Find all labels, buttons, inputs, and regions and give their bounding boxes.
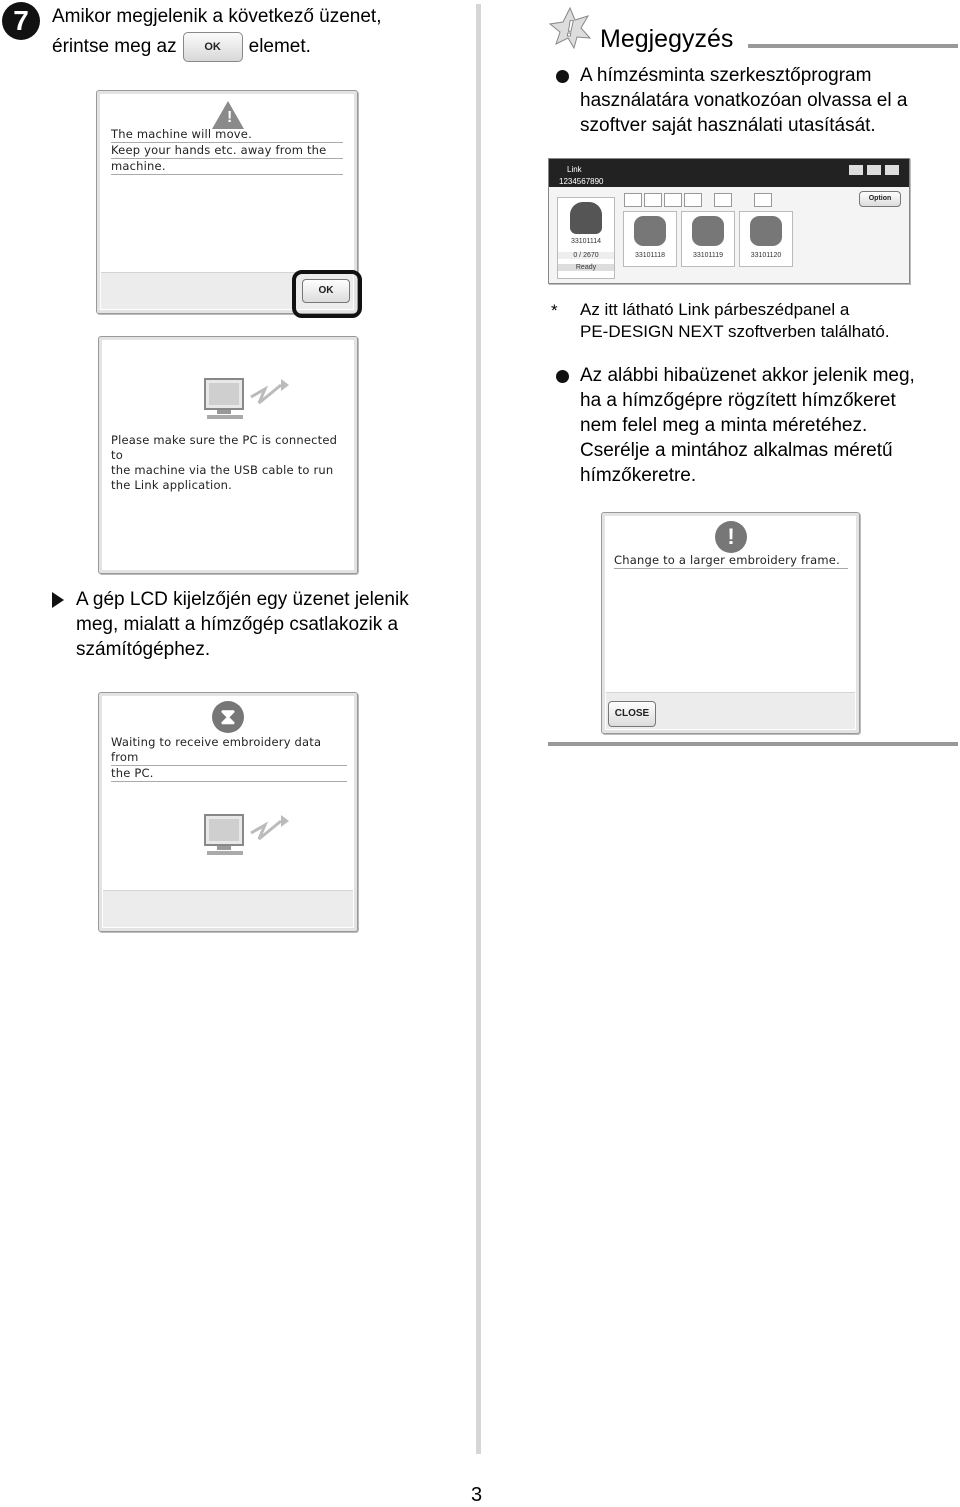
result-line3: számítógéphez. xyxy=(76,639,211,660)
pc-monitor-icon xyxy=(203,377,247,415)
toolbar-icon[interactable] xyxy=(624,193,642,207)
pattern-thumb-label: 33101118 xyxy=(634,252,666,259)
pattern-thumb-label: 33101120 xyxy=(750,252,782,259)
note-bullet1-line1: A hímzésminta szerkesztőprogram xyxy=(580,65,872,86)
footnote-line1: Az itt látható Link párbeszédpanel a xyxy=(580,300,850,319)
selected-thumb-label: 33101114 xyxy=(570,238,602,245)
pc-monitor-icon xyxy=(203,813,303,873)
note-title: Megjegyzés xyxy=(600,25,734,53)
bullet-icon xyxy=(556,70,569,83)
link-dialog-machine-id: 1234567890 xyxy=(559,177,604,186)
bullet-icon xyxy=(556,370,569,383)
toolbar-icon[interactable] xyxy=(644,193,662,207)
screen1-line1: The machine will move. xyxy=(111,127,343,143)
step-instruction xyxy=(52,2,452,62)
result-arrow-icon xyxy=(52,592,64,608)
svg-text:!: ! xyxy=(566,16,574,41)
screen2-line2: the machine via the USB cable to run xyxy=(111,463,334,477)
minimize-button[interactable] xyxy=(849,165,863,175)
close-button[interactable]: CLOSE xyxy=(608,701,656,727)
link-dialog-title: Link xyxy=(567,165,582,174)
selected-thumbnail[interactable] xyxy=(557,197,615,279)
column-divider xyxy=(476,4,481,1454)
lcd-screen-connect-pc xyxy=(98,336,358,574)
footnote-line2: PE-DESIGN NEXT szoftverben található. xyxy=(580,322,890,341)
note-bullet1-line3: szoftver saját használati utasítását. xyxy=(580,115,876,136)
screen3-line1: Waiting to receive embroidery data from xyxy=(111,735,347,766)
close-window-button[interactable] xyxy=(885,165,899,175)
screen1-message xyxy=(111,127,343,175)
pattern-thumbnail[interactable] xyxy=(623,211,677,267)
footnote-marker: * xyxy=(551,301,558,320)
link-dialog xyxy=(548,158,910,284)
pattern-thumbnail[interactable] xyxy=(681,211,735,267)
note-bullet2 xyxy=(580,363,955,488)
step-line1: Amikor megjelenik a következő üzenet, xyxy=(52,6,382,27)
inline-ok-button: OK xyxy=(183,32,243,62)
toolbar-icon[interactable] xyxy=(684,193,702,207)
progress-text: 0 / 2670 xyxy=(558,252,614,259)
lcd-screen-frame-error xyxy=(601,512,860,734)
status-text: Ready xyxy=(558,264,614,271)
note-bullet2-line1: Az alábbi hibaüzenet akkor jelenik meg, xyxy=(580,365,915,386)
screen3-footer xyxy=(103,890,353,927)
step-line2-before: érintse meg az xyxy=(52,36,177,58)
option-button[interactable]: Option xyxy=(859,191,901,207)
pattern-thumb-label: 33101119 xyxy=(692,252,724,259)
step-line2-after: elemet. xyxy=(248,36,311,58)
hourglass-icon: ⧗ xyxy=(212,701,244,733)
dog-embroidery-icon xyxy=(570,202,602,234)
step-line2 xyxy=(52,32,452,62)
link-dialog-titlebar xyxy=(549,159,909,187)
result-line2: meg, mialatt a hímzőgép csatlakozik a xyxy=(76,614,399,635)
toolbar-icon[interactable] xyxy=(754,193,772,207)
dog-embroidery-icon xyxy=(634,216,666,246)
note-bullet2-line2: ha a hímzőgépre rögzített hímzőkeret xyxy=(580,390,896,411)
dog-embroidery-icon xyxy=(750,216,782,246)
error-message: Change to a larger embroidery frame. xyxy=(614,553,848,569)
pattern-thumbnail[interactable] xyxy=(739,211,793,267)
lcd-screen-waiting xyxy=(98,692,358,932)
screen2-line3: the Link application. xyxy=(111,478,233,492)
screen1-line3: machine. xyxy=(111,159,343,175)
screen3-message xyxy=(111,735,347,782)
toolbar-icon[interactable] xyxy=(664,193,682,207)
note-icon xyxy=(548,6,592,50)
warning-icon-mark: ! xyxy=(227,109,233,126)
exclamation-icon: ! xyxy=(715,521,747,553)
step-number-badge: 7 xyxy=(2,2,40,40)
dog-embroidery-icon xyxy=(692,216,724,246)
result-text xyxy=(76,587,476,662)
footnote-text xyxy=(580,299,955,343)
maximize-button[interactable] xyxy=(867,165,881,175)
note-title-rule xyxy=(748,44,958,48)
screen3-line2: the PC. xyxy=(111,766,347,782)
toolbar-icon[interactable] xyxy=(714,193,732,207)
page-number: 3 xyxy=(471,1484,483,1506)
screen2-message xyxy=(111,433,351,493)
screen2-line1: Please make sure the PC is connected to xyxy=(111,433,338,462)
result-line1: A gép LCD kijelzőjén egy üzenet jelenik xyxy=(76,589,409,610)
note-bullet2-line5: hímzőkeretre. xyxy=(580,465,697,486)
note-bullet2-line3: nem felel meg a minta méretéhez. xyxy=(580,415,868,436)
screen1-line2: Keep your hands etc. away from the xyxy=(111,143,343,159)
note-end-rule xyxy=(548,742,958,746)
ok-button[interactable]: OK xyxy=(302,279,350,303)
note-bullet2-line4: Cserélje a mintához alkalmas méretű xyxy=(580,440,893,461)
note-bullet1-line2: használatára vonatkozóan olvassa el a xyxy=(580,90,908,111)
note-bullet1 xyxy=(580,63,955,138)
